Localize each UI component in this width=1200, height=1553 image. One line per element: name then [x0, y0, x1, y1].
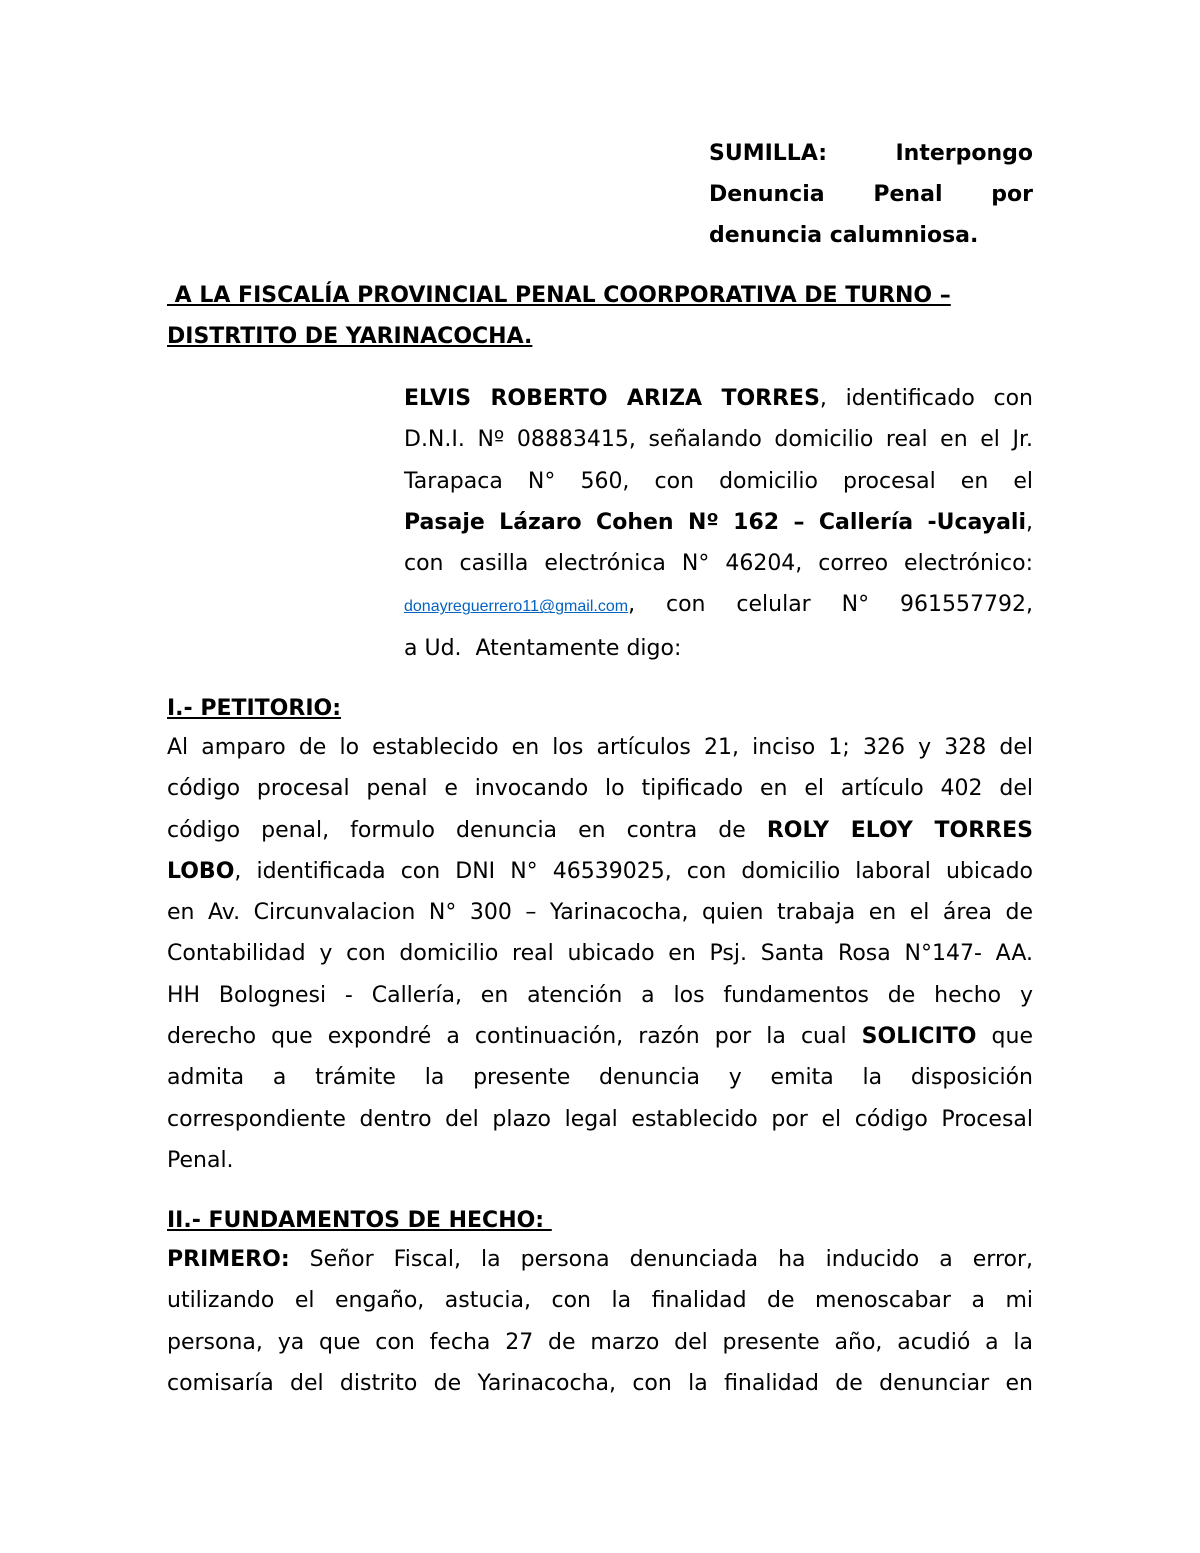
petitorio-paragraph [167, 727, 1033, 1181]
addressee-line-2: DISTRTITO DE YARINACOCHA. [167, 324, 533, 349]
fundamentos-paragraph [167, 1239, 1033, 1404]
text-line: código penal, formulo denuncia en contra de ROLY ELOY TORRES [167, 817, 1033, 843]
text-line: HH Bolognesi - Callería, en atención a los fundamentos de hecho y [167, 982, 1033, 1008]
text-line: persona, ya que con fecha 27 de marzo del presente año, acudió a la [167, 1329, 1033, 1355]
sumilla-word: Penal [873, 182, 943, 207]
text-line: LOBO, identificada con DNI N° 46539025, con domicilio laboral ubicado [167, 858, 1033, 884]
text-line: código procesal penal e invocando lo tipificado en el artículo 402 del [167, 776, 1033, 802]
sumilla-line-3: denuncia calumniosa. [709, 223, 979, 248]
defendant-name: ROLY ELOY TORRES [766, 817, 1033, 843]
sumilla-label: SUMILLA: [709, 141, 828, 166]
primero-label: PRIMERO: [167, 1247, 290, 1272]
sumilla-line-1 [709, 133, 1033, 174]
petitorio-heading: I.- PETITORIO: [167, 696, 342, 721]
fundamentos-heading: II.- FUNDAMENTOS DE HECHO: [167, 1208, 552, 1233]
ident-line: D.N.I. Nº 08883415, señalando domicilio real en el Jr. [404, 427, 1033, 453]
sumilla-word: Denuncia [709, 182, 825, 207]
ident-line: Tarapaca N° 560, con domicilio procesal en el [404, 468, 1033, 494]
text-line: admita a trámite la presente denuncia y emita la disposición [167, 1065, 1033, 1091]
text-line: PRIMERO: Señor Fiscal, la persona denunciada ha inducido a error, [167, 1247, 1033, 1272]
text-line: Contabilidad y con domicilio real ubicado en Psj. Santa Rosa N°147- AA. [167, 941, 1033, 967]
defendant-name: LOBO [167, 858, 235, 884]
text-line: en Av. Circunvalacion N° 300 – Yarinacocha, quien trabaja en el área de [167, 900, 1033, 926]
ident-line: donayreguerrero11@gmail.com, con celular N° 961557792, [404, 592, 1033, 618]
ident-line: ELVIS ROBERTO ARIZA TORRES, identificado con [404, 386, 1033, 411]
complainant-name: ELVIS ROBERTO ARIZA TORRES [404, 386, 820, 411]
addressee-line-1: A LA FISCALÍA PROVINCIAL PENAL COORPORATIVA DE TURNO – [167, 283, 951, 308]
text-line: Penal. [167, 1147, 234, 1173]
sumilla-line-2 [709, 174, 1033, 215]
sumilla-block [709, 133, 1033, 256]
text-line: correspondiente dentro del plazo legal establecido por el código Procesal [167, 1106, 1033, 1132]
text-line: Al amparo de lo establecido en los artículos 21, inciso 1; 326 y 328 del [167, 735, 1033, 760]
sumilla-word: Interpongo [895, 141, 1033, 166]
text-line: comisaría del distrito de Yarinacocha, con la finalidad de denunciar en [167, 1370, 1033, 1396]
ident-line: a Ud. Atentamente digo: [404, 635, 682, 661]
ident-line: Pasaje Lázaro Cohen Nº 162 – Callería -Ucayali, [404, 509, 1033, 535]
procedural-address: Pasaje Lázaro Cohen Nº 162 – Callería -Ucayali [404, 509, 1026, 535]
identification-paragraph [404, 378, 1033, 669]
ident-line: con casilla electrónica N° 46204, correo electrónico: [404, 551, 1033, 577]
text-line: derecho que expondré a continuación, razón por la cual SOLICITO que [167, 1024, 1033, 1050]
text-line: utilizando el engaño, astucia, con la finalidad de menoscabar a mi [167, 1288, 1033, 1314]
addressee-heading [167, 275, 1033, 357]
email-link[interactable]: donayreguerrero11@gmail.com [404, 598, 629, 616]
sumilla-word: por [991, 182, 1033, 207]
